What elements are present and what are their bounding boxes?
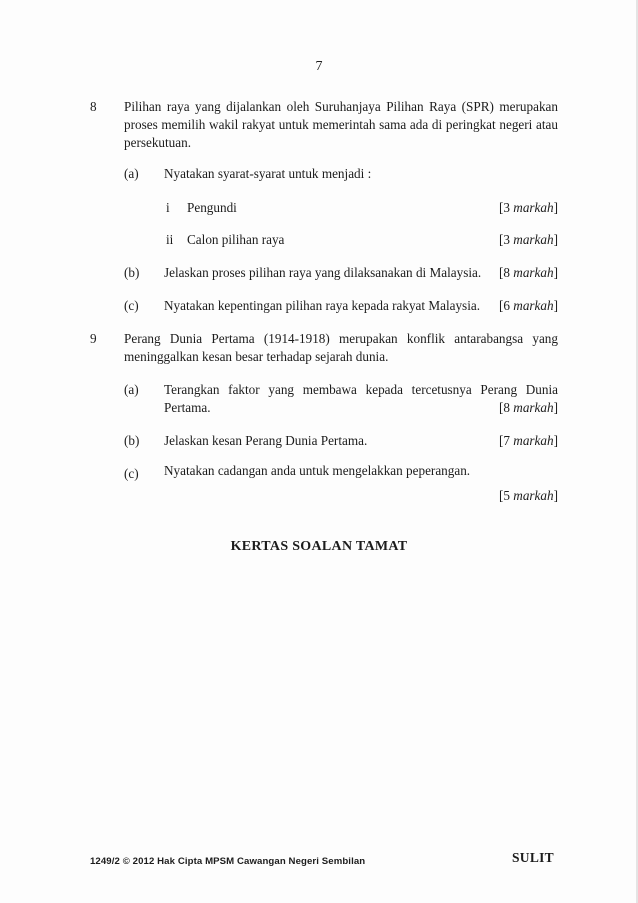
- page-number: 7: [315, 59, 323, 74]
- question-8-part-a-ii-marks: [3 markah]: [499, 232, 558, 247]
- question-8-part-b-marks: [8 markah]: [499, 265, 558, 280]
- marks-word: markah: [513, 232, 554, 247]
- question-8-part-a-text: Nyatakan syarat-syarat untuk menjadi :: [164, 166, 372, 181]
- question-9-part-c-label: (c): [124, 466, 139, 481]
- question-9-part-b-text: Jelaskan kesan Perang Dunia Pertama.: [164, 433, 368, 448]
- marks-number: 6: [503, 298, 510, 313]
- marks-word: markah: [513, 400, 554, 415]
- question-9-part-a-label: (a): [124, 382, 139, 397]
- question-8-part-c-text: Nyatakan kepentingan pilihan raya kepada rakyat Malaysia.: [164, 298, 481, 313]
- marks-number: 8: [503, 400, 510, 415]
- marks-number: 7: [503, 433, 510, 448]
- marks-word: markah: [513, 298, 554, 313]
- question-9-part-c-text: Nyatakan cadangan anda untuk mengelakkan peperangan.: [164, 463, 471, 478]
- end-of-paper-title: KERTAS SOALAN TAMAT: [230, 539, 408, 554]
- question-8-stem-line-3: persekutuan.: [124, 135, 192, 150]
- question-8-part-c-marks: [6 markah]: [499, 298, 558, 313]
- question-8-part-c-label: (c): [124, 298, 139, 313]
- marks-word: markah: [513, 200, 554, 215]
- question-8-part-a-i-text: Pengundi: [187, 200, 237, 215]
- question-9-part-a-marks: [8 markah]: [499, 400, 558, 415]
- question-8-stem-line-1: Pilihan raya yang dijalankan oleh Suruhanjaya Pilihan Raya (SPR) merupakan: [124, 99, 558, 114]
- question-9-part-b-label: (b): [124, 433, 140, 448]
- question-8-part-a-label: (a): [124, 166, 139, 181]
- marks-word: markah: [513, 433, 554, 448]
- question-8-number: 8: [90, 99, 97, 114]
- question-8-part-a-i-label: i: [166, 200, 170, 215]
- question-9-number: 9: [90, 331, 97, 346]
- marks-number: 8: [503, 265, 510, 280]
- question-9-part-b-marks: [7 markah]: [499, 433, 558, 448]
- question-8-part-a-i-marks: [3 markah]: [499, 200, 558, 215]
- question-8-stem-line-2: proses memilih wakil rakyat untuk memerintah sama ada di peringkat negeri atau: [124, 117, 558, 132]
- question-9-part-c-marks: [5 markah]: [499, 488, 558, 503]
- question-8-part-a-ii-label: ii: [166, 232, 174, 247]
- question-8-part-b-text: Jelaskan proses pilihan raya yang dilaksanakan di Malaysia.: [164, 265, 482, 280]
- marks-number: 5: [503, 488, 510, 503]
- footer-classification: SULIT: [511, 850, 554, 865]
- question-9-stem-line-2: meninggalkan kesan besar terhadap sejarah dunia.: [124, 349, 389, 364]
- question-8-part-a-ii-text: Calon pilihan raya: [187, 232, 285, 247]
- question-9-part-a-text-line-2: Pertama.: [164, 400, 211, 415]
- footer-reference: 1249/2 © 2012 Hak Cipta MPSM Cawangan Negeri Sembilan: [90, 856, 366, 867]
- question-9-part-a-text-line-1: Terangkan faktor yang membawa kepada tercetusnya Perang Dunia: [164, 382, 558, 397]
- marks-number: 3: [503, 232, 510, 247]
- marks-number: 3: [503, 200, 510, 215]
- marks-word: markah: [513, 265, 554, 280]
- marks-word: markah: [513, 488, 554, 503]
- question-8-part-b-label: (b): [124, 265, 140, 280]
- question-9-stem-line-1: Perang Dunia Pertama (1914-1918) merupakan konflik antarabangsa yang: [124, 331, 558, 346]
